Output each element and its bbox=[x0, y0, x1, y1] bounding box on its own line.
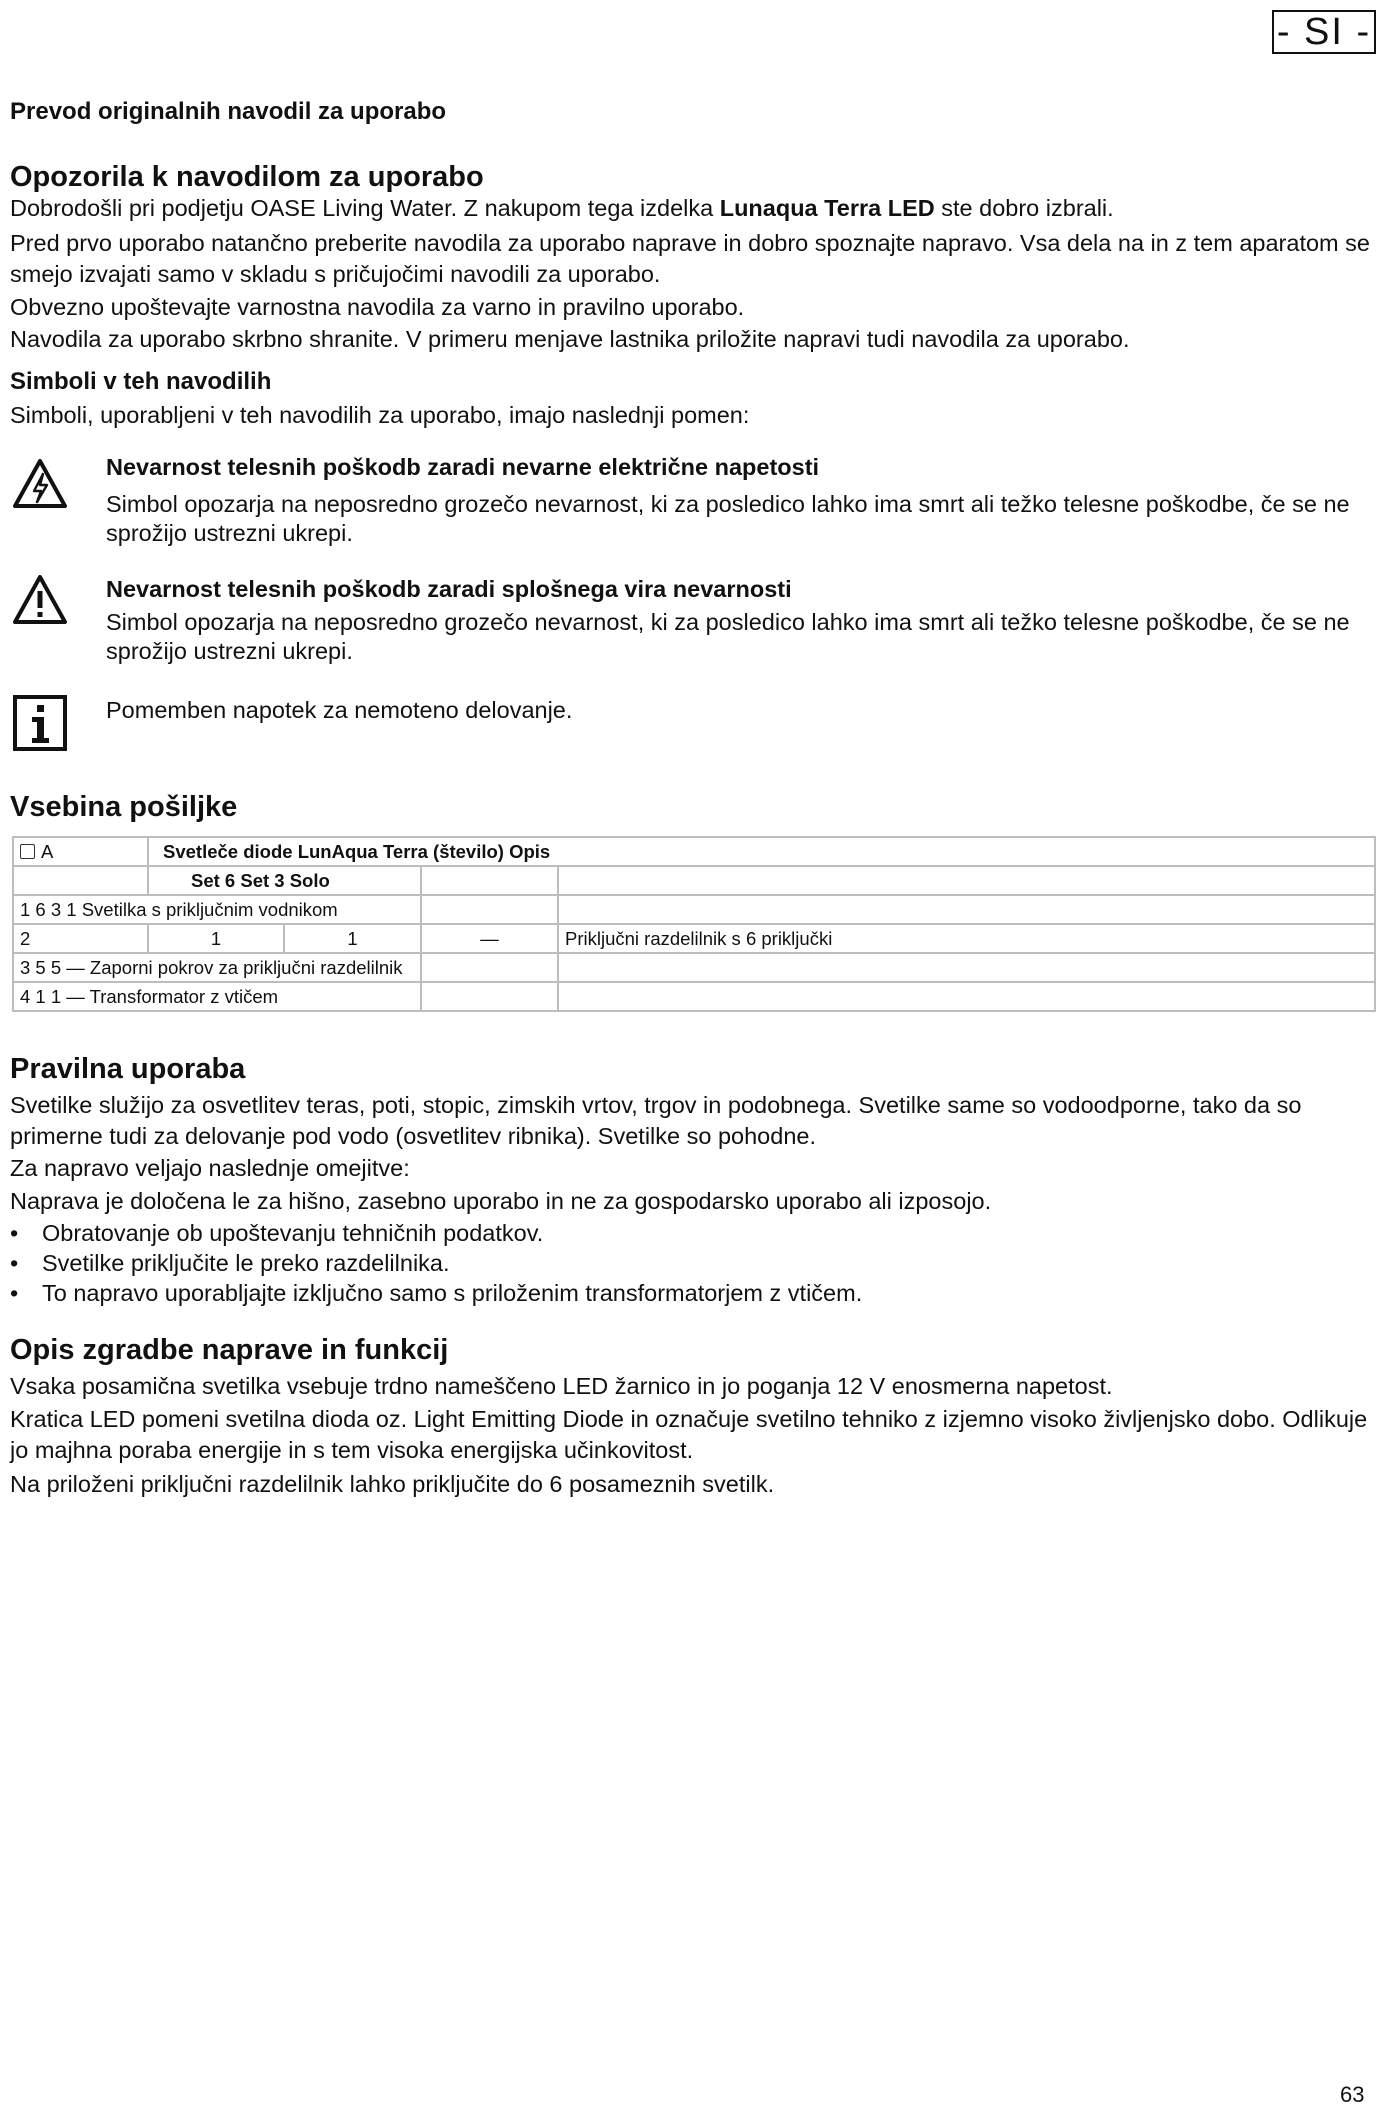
usage-paragraph-3: Naprava je določena le za hišno, zasebno uporabo in ne za gospodarsko uporabo ali izposojo. bbox=[10, 1188, 992, 1214]
page-number: 63 bbox=[1340, 2082, 1365, 2107]
table-cell: A bbox=[13, 837, 148, 866]
info-icon bbox=[12, 694, 68, 752]
table-cell bbox=[421, 982, 558, 1011]
design-paragraph-3: Na priloženi priključni razdelilnik lahko priključite do 6 posameznih svetilk. bbox=[10, 1471, 775, 1497]
checkbox-icon bbox=[20, 844, 35, 859]
usage-restrictions-list bbox=[10, 1218, 862, 1308]
table-header: Svetleče diode LunAqua Terra (število) Opis bbox=[148, 837, 1375, 866]
design-paragraph-1: Vsaka posamična svetilka vsebuje trdno nameščeno LED žarnico in jo poganja 12 V enosmerna napetost. bbox=[10, 1373, 1113, 1399]
usage-heading: Pravilna uporaba bbox=[10, 1053, 246, 1085]
table-cell bbox=[558, 982, 1375, 1011]
symbol-info-text: Pomemben napotek za nemoteno delovanje. bbox=[106, 697, 573, 723]
table-row bbox=[13, 982, 1375, 1011]
warnings-heading: Opozorila k navodilom za uporabo bbox=[10, 161, 484, 193]
table-cell: 4 1 1 — Transformator z vtičem bbox=[13, 982, 421, 1011]
symbols-intro: Simboli, uporabljeni v teh navodilih za uporabo, imajo naslednji pomen: bbox=[10, 402, 750, 428]
table-cell: 1 bbox=[284, 924, 421, 953]
warnings-intro: Dobrodošli pri podjetju OASE Living Water. Z nakupom tega izdelka Lunaqua Terra LED ste dobro izbrali. bbox=[10, 195, 1114, 221]
delivery-heading: Vsebina pošiljke bbox=[10, 791, 238, 823]
language-badge: - SI - bbox=[1272, 10, 1376, 54]
symbol-general-title: Nevarnost telesnih poškodb zaradi splošnega vira nevarnosti bbox=[106, 576, 792, 602]
design-heading: Opis zgradbe naprave in funkcij bbox=[10, 1334, 449, 1366]
symbol-electric-text: Simbol opozarja na neposredno grozečo nevarnost, ki za posledico lahko ima smrt ali težko telesne poškodbe, če se ne sprožijo ustrezni ukrepi. bbox=[106, 491, 1350, 546]
table-cell: 1 bbox=[148, 924, 284, 953]
table-row bbox=[13, 895, 1375, 924]
list-item: • Obratovanje ob upoštevanju tehničnih podatkov. bbox=[10, 1218, 862, 1248]
table-cell bbox=[421, 866, 558, 895]
usage-paragraph-2: Za napravo veljajo naslednje omejitve: bbox=[10, 1155, 410, 1181]
list-item: • Svetilke priključite le preko razdelilnika. bbox=[10, 1248, 862, 1278]
table-row bbox=[13, 837, 1375, 866]
symbol-general-text: Simbol opozarja na neposredno grozečo nevarnost, ki za posledico lahko ima smrt ali težko telesne poškodbe, če se ne sprožijo ustrezni ukrepi. bbox=[106, 609, 1350, 664]
warnings-paragraph-3: Obvezno upoštevajte varnostna navodila za varno in pravilno uporabo. bbox=[10, 294, 745, 320]
general-hazard-icon bbox=[12, 574, 68, 626]
table-cell bbox=[421, 895, 558, 924]
electric-hazard-icon bbox=[12, 458, 68, 510]
list-item: • To napravo uporabljajte izključno samo s priloženim transformatorjem z vtičem. bbox=[10, 1278, 862, 1308]
table-cell bbox=[558, 895, 1375, 924]
table-cell bbox=[421, 953, 558, 982]
warnings-paragraph-4: Navodila za uporabo skrbno shranite. V primeru menjave lastnika priložite napravi tudi navodila za uporabo. bbox=[10, 326, 1130, 352]
table-cell: 2 bbox=[13, 924, 148, 953]
table-row bbox=[13, 924, 1375, 953]
table-row bbox=[13, 953, 1375, 982]
table-cell: — bbox=[421, 924, 558, 953]
table-row bbox=[13, 866, 1375, 895]
design-paragraph-2: Kratica LED pomeni svetilna dioda oz. Light Emitting Diode in označuje svetilno tehniko z izjemno visoko življenjsko dobo. Odlikuje jo majhna poraba energije in s tem visoka energijska učinkovitost. bbox=[10, 1406, 1368, 1463]
document-subtitle: Prevod originalnih navodil za uporabo bbox=[10, 98, 447, 125]
usage-paragraph-1: Svetilke služijo za osvetlitev teras, poti, stopic, zimskih vrtov, trgov in podobnega. Svetilke same so vodoodporne, tako da so primerne tudi za delovanje pod vodo (osvetlitev ribnika). Svetilke so pohodne. bbox=[10, 1092, 1302, 1149]
delivery-contents-table bbox=[12, 836, 1376, 1012]
warnings-paragraph-2: Pred prvo uporabo natančno preberite navodila za uporabo naprave in dobro spoznajte napravo. Vsa dela na in z tem aparatom se smejo izvajati samo v skladu s pričujočimi navodili za uporabo. bbox=[10, 230, 1370, 287]
symbols-heading: Simboli v teh navodilih bbox=[10, 368, 272, 395]
table-subheader: Set 6 Set 3 Solo bbox=[148, 866, 421, 895]
table-cell: 1 6 3 1 Svetilka s priključnim vodnikom bbox=[13, 895, 421, 924]
table-cell: 3 5 5 — Zaporni pokrov za priključni razdelilnik bbox=[13, 953, 421, 982]
table-cell: Priključni razdelilnik s 6 priključki bbox=[558, 924, 1375, 953]
table-cell bbox=[558, 866, 1375, 895]
symbol-electric-title: Nevarnost telesnih poškodb zaradi nevarne električne napetosti bbox=[106, 454, 820, 480]
table-cell bbox=[13, 866, 148, 895]
table-cell bbox=[558, 953, 1375, 982]
product-name: Lunaqua Terra LED bbox=[719, 195, 935, 221]
